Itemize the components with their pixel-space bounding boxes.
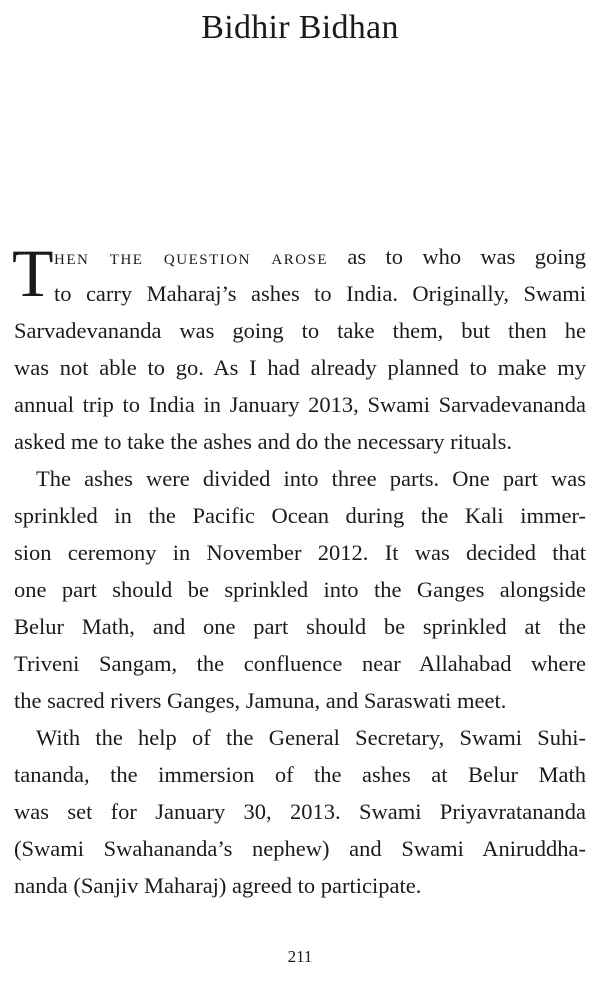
text-line: the sacred rivers Ganges, Jamuna, and Saraswati meet.: [14, 688, 507, 713]
text-line: With the help of the General Secretary, Swami Suhi-: [36, 725, 586, 750]
text-line: asked me to take the ashes and do the necessary rituals.: [14, 429, 512, 454]
paragraph-3: [14, 719, 586, 904]
text-line: Belur Math, and one part should be sprinkled at the: [14, 614, 586, 639]
text-line: (Swami Swahananda’s nephew) and Swami Aniruddha-: [14, 836, 586, 861]
text-line: annual trip to India in January 2013, Swami Sarvadevananda: [14, 392, 586, 417]
text-line: Triveni Sangam, the confluence near Allahabad where: [14, 651, 586, 676]
text-line: [14, 238, 586, 276]
text-line: tananda, the immersion of the ashes at Belur Math: [14, 762, 586, 787]
lead-in-smallcaps: hen the question arose: [54, 245, 329, 269]
page-number: 211: [287, 947, 313, 966]
text-line: one part should be sprinkled into the Ganges alongside: [14, 577, 586, 602]
text-line-rest: as to who was going: [328, 244, 586, 269]
text-line: to carry Maharaj’s ashes to India. Originally, Swami: [54, 281, 586, 306]
text-line: nanda (Sanjiv Maharaj) agreed to participate.: [14, 873, 422, 898]
text-line: was set for January 30, 2013. Swami Priyavratananda: [14, 799, 586, 824]
drop-cap: T: [12, 235, 54, 311]
text-line: sion ceremony in November 2012. It was decided that: [14, 540, 586, 565]
text-line: Sarvadevananda was going to take them, but then he: [14, 318, 586, 343]
paragraph-1: [12, 235, 586, 460]
body-text: [12, 235, 586, 904]
text-line: was not able to go. As I had already planned to make my: [14, 355, 586, 380]
text-line: sprinkled in the Pacific Ocean during the Kali immer-: [14, 503, 586, 528]
chapter-title: Bidhir Bidhan: [201, 9, 399, 46]
text-line: The ashes were divided into three parts. One part was: [36, 466, 586, 491]
paragraph-2: [14, 460, 586, 719]
